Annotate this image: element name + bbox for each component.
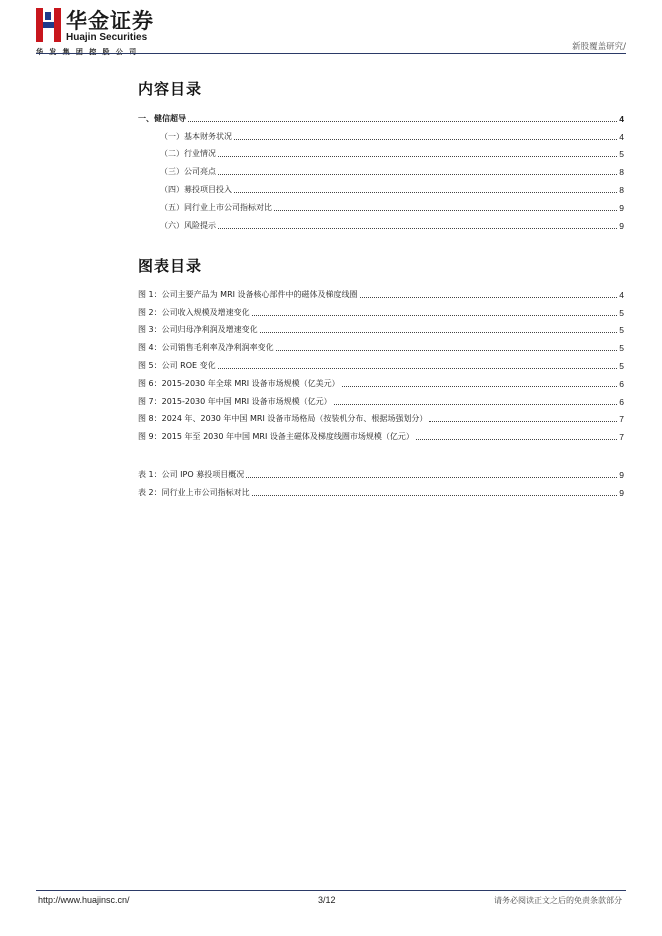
toc-page-number: 9 — [619, 202, 624, 213]
toc-entry-label: （二）行业情况 — [160, 149, 216, 159]
toc-page-number: 5 — [619, 343, 624, 354]
toc-page-number: 9 — [619, 487, 624, 498]
toc-entry-label: （三）公司亮点 — [160, 167, 216, 177]
toc-entry-label: （四）募投项目投入 — [160, 184, 232, 194]
toc-entry-label: 图 4：公司销售毛利率及净利润率变化 — [138, 343, 274, 353]
footer-url-link[interactable]: http://www.huajinsc.cn/ — [38, 895, 130, 905]
dot-leader — [218, 155, 617, 157]
dot-leader — [252, 494, 618, 496]
contents-entry[interactable] — [138, 106, 624, 124]
toc-page-number: 5 — [619, 307, 624, 318]
figure-entry[interactable] — [138, 318, 624, 336]
dot-leader — [188, 120, 617, 122]
table-entry[interactable] — [138, 462, 624, 480]
dot-leader — [260, 331, 618, 333]
dot-leader — [276, 349, 618, 351]
figure-entry[interactable] — [138, 389, 624, 407]
toc-entry-label: 一、健信超导 — [138, 113, 186, 123]
toc-entry-label: 图 7：2015-2030 年中国 MRI 设备市场规模（亿元） — [138, 396, 332, 406]
toc-page-number: 7 — [619, 432, 624, 443]
toc-entry-label: （六）风险提示 — [160, 220, 216, 230]
contents-title: 内容目录 — [138, 80, 203, 98]
toc-page-number: 8 — [619, 167, 624, 178]
figure-entry[interactable] — [138, 353, 624, 371]
dot-leader — [360, 296, 618, 298]
group-name: 华发集团控股公司 — [36, 48, 143, 56]
figure-entry[interactable] — [138, 300, 624, 318]
dot-leader — [416, 438, 617, 440]
toc-entry-label: 图 3：公司归母净利润及增速变化 — [138, 325, 258, 335]
toc-page-number: 5 — [619, 325, 624, 336]
figure-entry[interactable] — [138, 424, 624, 442]
contents-list — [138, 106, 624, 231]
toc-page-number: 6 — [619, 378, 624, 389]
figures-list — [138, 282, 624, 442]
page-indicator: 3/12 — [318, 895, 336, 905]
toc-page-number: 5 — [619, 149, 624, 160]
dot-leader — [429, 420, 617, 422]
figure-entry[interactable] — [138, 335, 624, 353]
logo-english-name: Huajin Securities — [66, 32, 148, 43]
toc-entry-label: 图 6：2015-2030 年全球 MRI 设备市场规模（亿美元） — [138, 378, 340, 388]
dot-leader — [274, 209, 617, 211]
toc-page-number: 4 — [619, 289, 624, 300]
dot-leader — [252, 314, 618, 316]
toc-entry-label: （五）同行业上市公司指标对比 — [160, 202, 272, 212]
toc-page-number: 8 — [619, 184, 624, 195]
contents-entry[interactable] — [138, 177, 624, 195]
footer-divider — [36, 890, 626, 891]
toc-page-number: 5 — [619, 360, 624, 371]
tables-list — [138, 462, 624, 498]
contents-entry[interactable] — [138, 142, 624, 160]
huajin-logo-icon — [36, 8, 61, 42]
contents-entry[interactable] — [138, 159, 624, 177]
report-type: 新股覆盖研究/ — [572, 42, 626, 52]
toc-entry-label: 图 1：公司主要产品为 MRI 设备核心部件中的磁体及梯度线圈 — [138, 289, 358, 299]
dot-leader — [342, 385, 618, 387]
toc-page-number: 4 — [619, 131, 624, 142]
dot-leader — [218, 173, 617, 175]
contents-entry[interactable] — [138, 124, 624, 142]
toc-entry-label: 图 2：公司收入规模及增速变化 — [138, 307, 250, 317]
dot-leader — [246, 476, 617, 478]
contents-entry[interactable] — [138, 213, 624, 231]
toc-page-number: 6 — [619, 396, 624, 407]
toc-entry-label: 图 8：2024 年、2030 年中国 MRI 设备市场格局（按装机分布、根据场强划分） — [138, 414, 428, 424]
dot-leader — [334, 403, 618, 405]
toc-entry-label: 表 2：同行业上市公司指标对比 — [138, 487, 250, 497]
figure-entry[interactable] — [138, 282, 624, 300]
toc-page-number: 9 — [619, 469, 624, 480]
company-logo — [36, 8, 186, 54]
toc-page-number: 9 — [619, 220, 624, 231]
table-entry[interactable] — [138, 480, 624, 498]
disclaimer-note: 请务必阅读正文之后的免责条款部分 — [494, 896, 622, 905]
toc-entry-label: 图 9：2015 年至 2030 年中国 MRI 设备主磁体及梯度线圈市场规模（亿元） — [138, 432, 414, 442]
figure-entry[interactable] — [138, 407, 624, 425]
toc-entry-label: 图 5：公司 ROE 变化 — [138, 360, 216, 370]
dot-leader — [234, 138, 617, 140]
header-divider — [36, 53, 626, 54]
contents-entry[interactable] — [138, 195, 624, 213]
logo-chinese-name: 华金证券 — [66, 9, 154, 33]
dot-leader — [234, 191, 617, 193]
toc-entry-label: （一）基本财务状况 — [160, 131, 232, 141]
figures-title: 图表目录 — [138, 257, 203, 275]
dot-leader — [218, 367, 618, 369]
figure-entry[interactable] — [138, 371, 624, 389]
toc-entry-label: 表 1：公司 IPO 募投项目概况 — [138, 469, 245, 479]
toc-page-number: 4 — [619, 113, 624, 124]
dot-leader — [218, 227, 617, 229]
toc-page-number: 7 — [619, 414, 624, 425]
